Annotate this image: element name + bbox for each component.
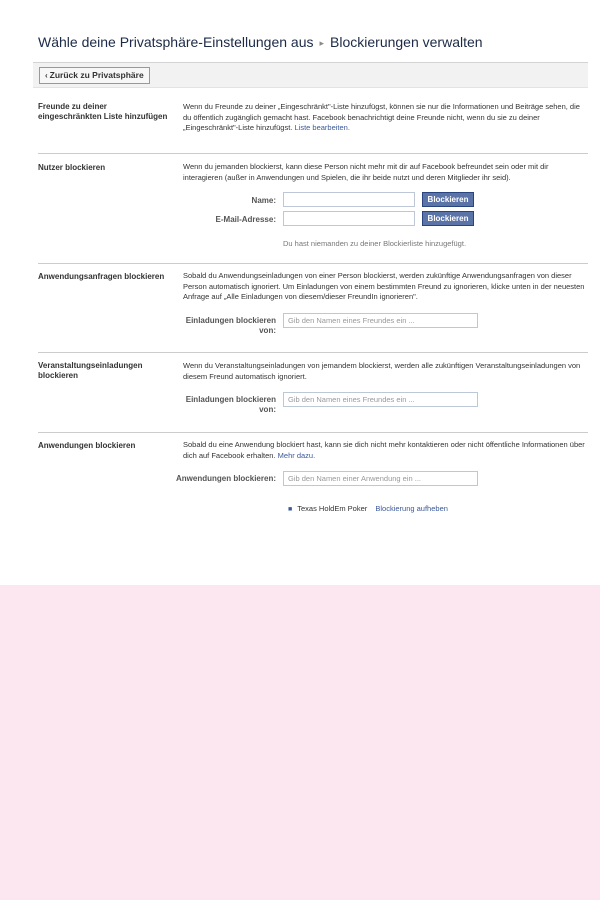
breadcrumb-parent[interactable]: Wähle deine Privatsphäre-Einstellungen aus [38, 34, 314, 50]
back-to-privacy-button[interactable] [39, 67, 150, 84]
unblock-app-link[interactable]: Blockierung aufheben [375, 504, 448, 513]
section-desc-app-invites: Sobald du Anwendungseinladungen von einer Person blockierst, werden zukünftige Anwendungsanfragen von dieser Person automatisch ignoriert. Um Einladungen von einem bestimmten Freund zu ignorieren, klicke unten in der neuesten Anfrage auf „Alle Einladungen von diesem/dieser FreundIn ignorieren". [183, 271, 585, 301]
divider [38, 352, 588, 353]
toolbar [33, 62, 588, 88]
restricted-desc-text: Wenn du Freunde zu deiner „Eingeschränkt"-Liste hinzufügst, können sie nur die Informationen und Beiträge sehen, die du öffentlich zugänglich gemacht hast. Facebook benachrichtigt deine Freunde nicht, wenn du sie zu deiner „Eingeschränkt"-Liste hinzufügst. [183, 102, 580, 132]
app-invites-input[interactable]: Gib den Namen eines Freundes ein ... [283, 313, 478, 328]
divider [38, 153, 588, 154]
app-invites-field-label: Einladungen blockieren von: [185, 316, 276, 335]
section-desc-restricted [183, 102, 588, 134]
page-title [38, 34, 483, 50]
blocked-app-item [288, 504, 448, 513]
edit-list-link[interactable]: Liste bearbeiten. [294, 123, 350, 132]
name-label: Name: [251, 196, 276, 205]
block-email-input[interactable] [283, 211, 415, 226]
breadcrumb-current: Blockierungen verwalten [330, 34, 483, 50]
chevron-left-icon: ‹ [45, 71, 48, 80]
block-name-button[interactable]: Blockieren [422, 192, 474, 207]
back-button-label: Zurück zu Privatsphäre [49, 70, 144, 80]
divider [38, 432, 588, 433]
divider [38, 263, 588, 264]
block-name-input[interactable] [283, 192, 415, 207]
event-invites-input[interactable]: Gib den Namen eines Freundes ein ... [283, 392, 478, 407]
event-invites-field-label: Einladungen blockieren von: [185, 395, 276, 414]
section-title-app-invites: Anwendungsanfragen blockieren [38, 272, 165, 281]
apps-desc-text: Sobald du eine Anwendung blockiert hast, kann sie dich nicht mehr kontaktieren oder nicht öffentliche Informationen über dich auf Facebook erhalten. [183, 440, 585, 460]
section-title-restricted: Freunde zu deiner eingeschränkten Liste hinzufügen [38, 102, 168, 121]
apps-input[interactable]: Gib den Namen einer Anwendung ein ... [283, 471, 478, 486]
section-title-apps: Anwendungen blockieren [38, 441, 136, 450]
email-label: E-Mail-Adresse: [215, 215, 276, 224]
blocked-app-name: Texas HoldEm Poker [297, 504, 368, 513]
learn-more-link[interactable]: Mehr dazu. [277, 450, 316, 460]
block-email-button[interactable]: Blockieren [422, 211, 474, 226]
section-desc-event-invites: Wenn du Veranstaltungseinladungen von jemandem blockierst, werden alle zukünftigen Veranstaltungseinladungen von diesem Freund automatisch ignoriert. [183, 361, 581, 381]
section-desc-apps [183, 440, 588, 461]
section-desc-block-users: Wenn du jemanden blockierst, kann diese Person nicht mehr mit dir auf Facebook befreundet sein oder mit dir interagieren (außer in Anwendungen und Spielen, die ihr beide nutzt und deren Mitglieder ihr seid). [183, 162, 549, 182]
apps-field-label: Anwendungen blockieren: [175, 474, 276, 483]
section-title-block-users: Nutzer blockieren [38, 163, 106, 172]
section-title-event-invites: Veranstaltungseinladungen blockieren [38, 361, 143, 380]
bullet-icon: ■ [288, 506, 293, 513]
breadcrumb-separator-icon: ▸ [319, 38, 325, 48]
block-list-empty-note: Du hast niemanden zu deiner Blockierliste hinzugefügt. [283, 239, 467, 248]
